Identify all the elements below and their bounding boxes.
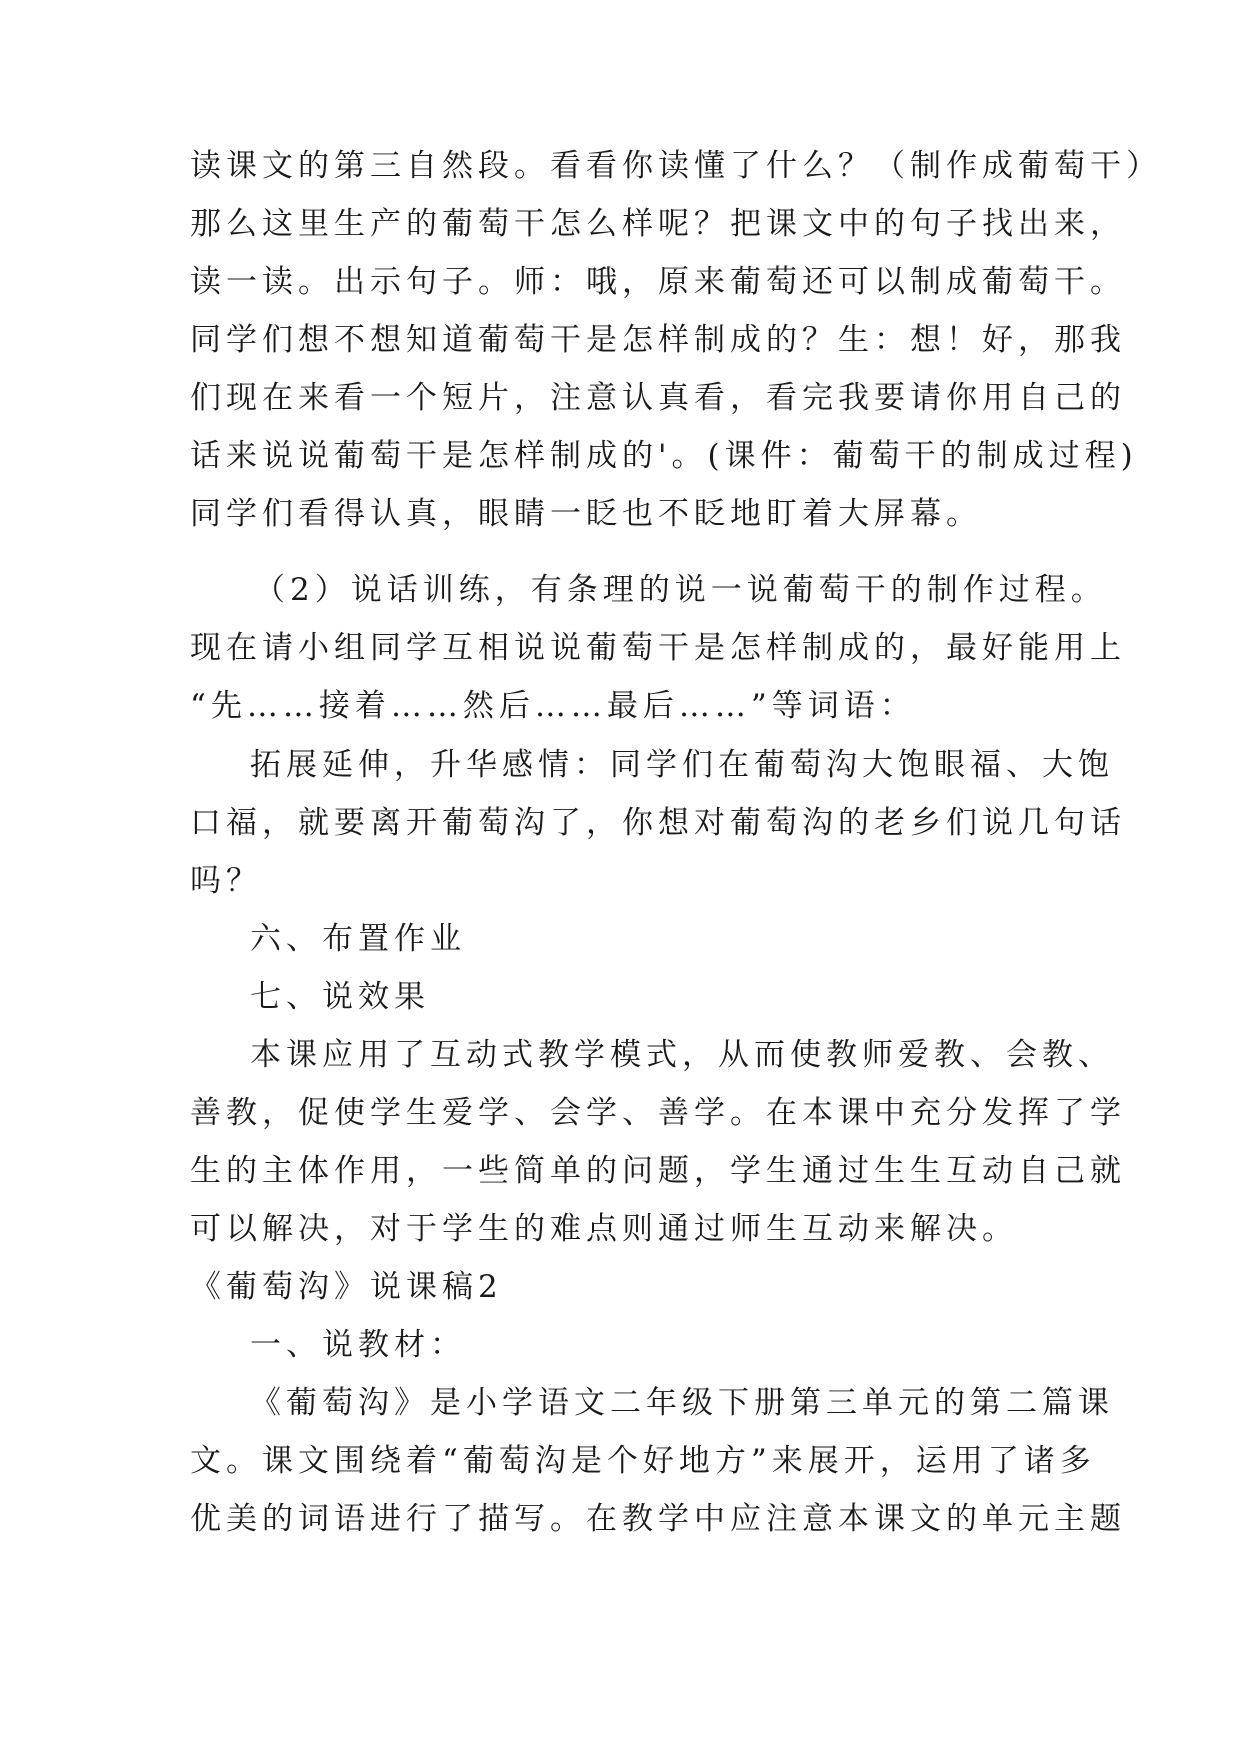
text-line: “先……接着……然后……最后……”等词语： [190, 688, 916, 724]
section-two [190, 1258, 1090, 1374]
heading-textbook: 一、说教材： [250, 1327, 466, 1363]
text-line: 那么这里生产的葡萄干怎么样呢？把课文中的句子找出来， [190, 206, 1126, 242]
text-line: 读课文的第三自然段。看看你读懂了什么？（制作成葡萄干） [190, 148, 1162, 184]
text-line: 生的主体作用，一些简单的问题，学生通过生生互动自己就 [190, 1153, 1126, 1189]
text-line: 优美的词语进行了描写。在教学中应注意本课文的单元主题 [190, 1501, 1126, 1537]
text-line: 口福，就要离开葡萄沟了，你想对葡萄沟的老乡们说几句话 [190, 805, 1126, 841]
section-headings [190, 910, 1090, 1026]
text-line: 们现在来看一个短片，注意认真看，看完我要请你用自己的 [190, 380, 1126, 416]
text-line: 《葡萄沟》是小学语文二年级下册第三单元的第二篇课 [250, 1385, 1114, 1421]
text-line: 读一读。出示句子。师：哦，原来葡萄还可以制成葡萄干。 [190, 264, 1126, 300]
text-line: 拓展延伸，升华感情：同学们在葡萄沟大饱眼福、大饱 [250, 747, 1114, 783]
text-line: 本课应用了互动式教学模式，从而使教师爱教、会教、 [250, 1037, 1114, 1073]
paragraph-extension [190, 736, 1126, 910]
text-line: 同学们想不想知道葡萄干是怎样制成的？生：想！好，那我 [190, 322, 1126, 358]
paragraph-textbook [190, 1374, 1126, 1548]
text-line: 现在请小组同学互相说说葡萄干是怎样制成的，最好能用上 [190, 630, 1126, 666]
text-line: 善教，促使学生爱学、会学、善学。在本课中充分发挥了学 [190, 1095, 1126, 1131]
document-title: 《葡萄沟》说课稿2 [190, 1269, 503, 1305]
text-line: 同学们看得认真，眼睛一眨也不眨地盯着大屏幕。 [190, 496, 982, 532]
text-line: 话来说说葡萄干是怎样制成的'。(课件：葡萄干的制成过程) [190, 438, 1138, 474]
paragraph-effect [190, 1026, 1126, 1258]
text-line: （2）说话训练，有条理的说一说葡萄干的制作过程。 [254, 572, 1107, 608]
text-line: 可以解决，对于学生的难点则通过师生互动来解决。 [190, 1211, 1018, 1247]
paragraph-speaking-training [190, 561, 1126, 735]
heading-effect: 七、说效果 [250, 979, 430, 1015]
heading-homework: 六、布置作业 [250, 921, 466, 957]
paragraph-courseware [190, 137, 1162, 543]
text-line: 吗？ [190, 863, 262, 899]
text-line: 文。课文围绕着“葡萄沟是个好地方”来展开，运用了诸多 [190, 1443, 1096, 1479]
